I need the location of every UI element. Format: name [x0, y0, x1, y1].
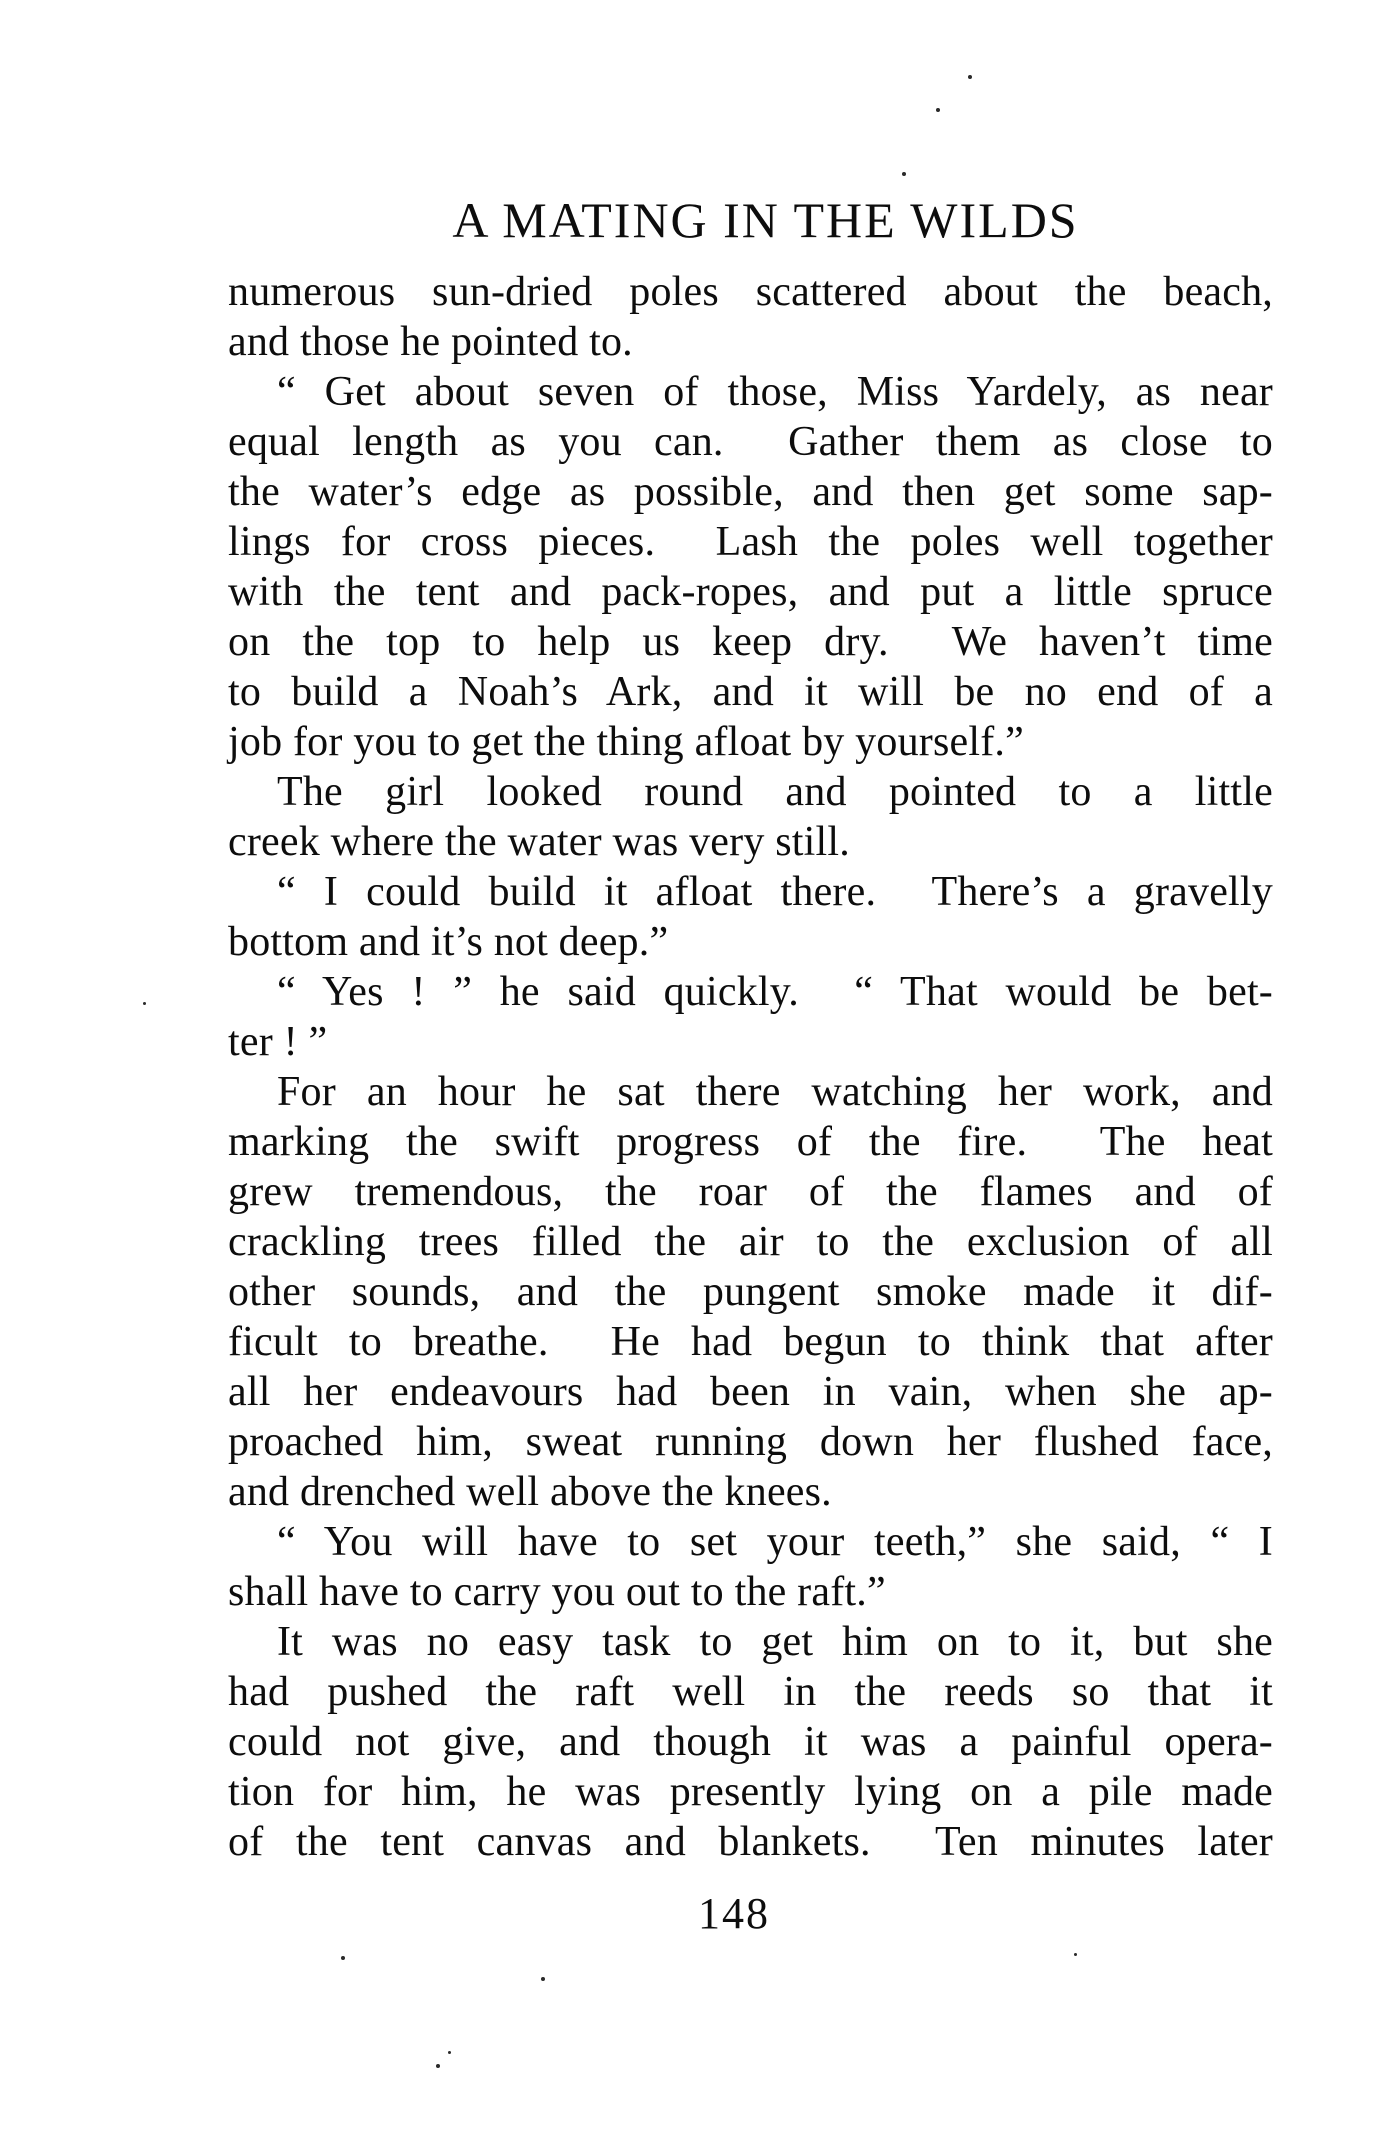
- text-line: job for you to get the thing afloat by yourself.”: [228, 719, 1024, 765]
- scan-speck: [968, 75, 972, 79]
- text-line: the water’s edge as possible, and then get some sap-: [228, 469, 1273, 515]
- text-line: with the tent and pack-ropes, and put a little spruce: [228, 569, 1273, 615]
- text-line: to build a Noah’s Ark, and it will be no end of a: [228, 669, 1273, 715]
- text-line: and those he pointed to.: [228, 319, 633, 365]
- text-line: all her endeavours had been in vain, when she ap-: [228, 1369, 1273, 1415]
- scan-speck: [902, 172, 906, 176]
- running-header: A MATING IN THE WILDS: [452, 192, 1079, 248]
- text-line: crackling trees filled the air to the exclusion of all: [228, 1219, 1273, 1265]
- scan-speck: [1074, 1953, 1077, 1956]
- text-line: had pushed the raft well in the reeds so that it: [228, 1669, 1273, 1715]
- text-line: and drenched well above the knees.: [228, 1469, 832, 1515]
- text-line: tion for him, he was presently lying on a pile made: [228, 1769, 1273, 1815]
- page-number: 148: [698, 1889, 770, 1938]
- text-line: shall have to carry you out to the raft.”: [228, 1569, 886, 1615]
- text-line: of the tent canvas and blankets. Ten minutes later: [228, 1819, 1273, 1865]
- text-line: ficult to breathe. He had begun to think that after: [228, 1319, 1273, 1365]
- text-line: “ I could build it afloat there. There’s a gravelly: [277, 869, 1273, 915]
- text-line: marking the swift progress of the fire. The heat: [228, 1119, 1273, 1165]
- text-line: “ Get about seven of those, Miss Yardely, as near: [277, 369, 1273, 415]
- text-line: “ You will have to set your teeth,” she said, “ I: [277, 1519, 1273, 1565]
- text-line: The girl looked round and pointed to a little: [277, 769, 1273, 815]
- text-line: equal length as you can. Gather them as close to: [228, 419, 1273, 465]
- text-line: could not give, and though it was a painful opera-: [228, 1719, 1273, 1765]
- text-line: It was no easy task to get him on to it, but she: [277, 1619, 1273, 1665]
- scan-speck: [341, 1956, 345, 1960]
- text-line: proached him, sweat running down her flushed face,: [228, 1419, 1273, 1465]
- scan-speck: [436, 2064, 440, 2068]
- text-line: grew tremendous, the roar of the flames and of: [228, 1169, 1273, 1215]
- text-line: bottom and it’s not deep.”: [228, 919, 669, 965]
- text-line: numerous sun-dried poles scattered about the beach,: [228, 269, 1273, 315]
- text-line: ter ! ”: [228, 1019, 328, 1065]
- text-line: creek where the water was very still.: [228, 819, 850, 865]
- text-line: on the top to help us keep dry. We haven’t time: [228, 619, 1273, 665]
- text-line: “ Yes ! ” he said quickly. “ That would be bet-: [277, 969, 1273, 1015]
- text-block: [228, 267, 1273, 1867]
- text-column: [228, 192, 1273, 1939]
- scan-speck: [541, 1977, 545, 1981]
- scan-speck: [143, 1002, 146, 1005]
- text-line: For an hour he sat there watching her work, and: [277, 1069, 1273, 1115]
- text-line: other sounds, and the pungent smoke made it dif-: [228, 1269, 1273, 1315]
- scan-speck: [448, 2051, 451, 2054]
- scan-speck: [936, 108, 940, 112]
- text-line: lings for cross pieces. Lash the poles well together: [228, 519, 1273, 565]
